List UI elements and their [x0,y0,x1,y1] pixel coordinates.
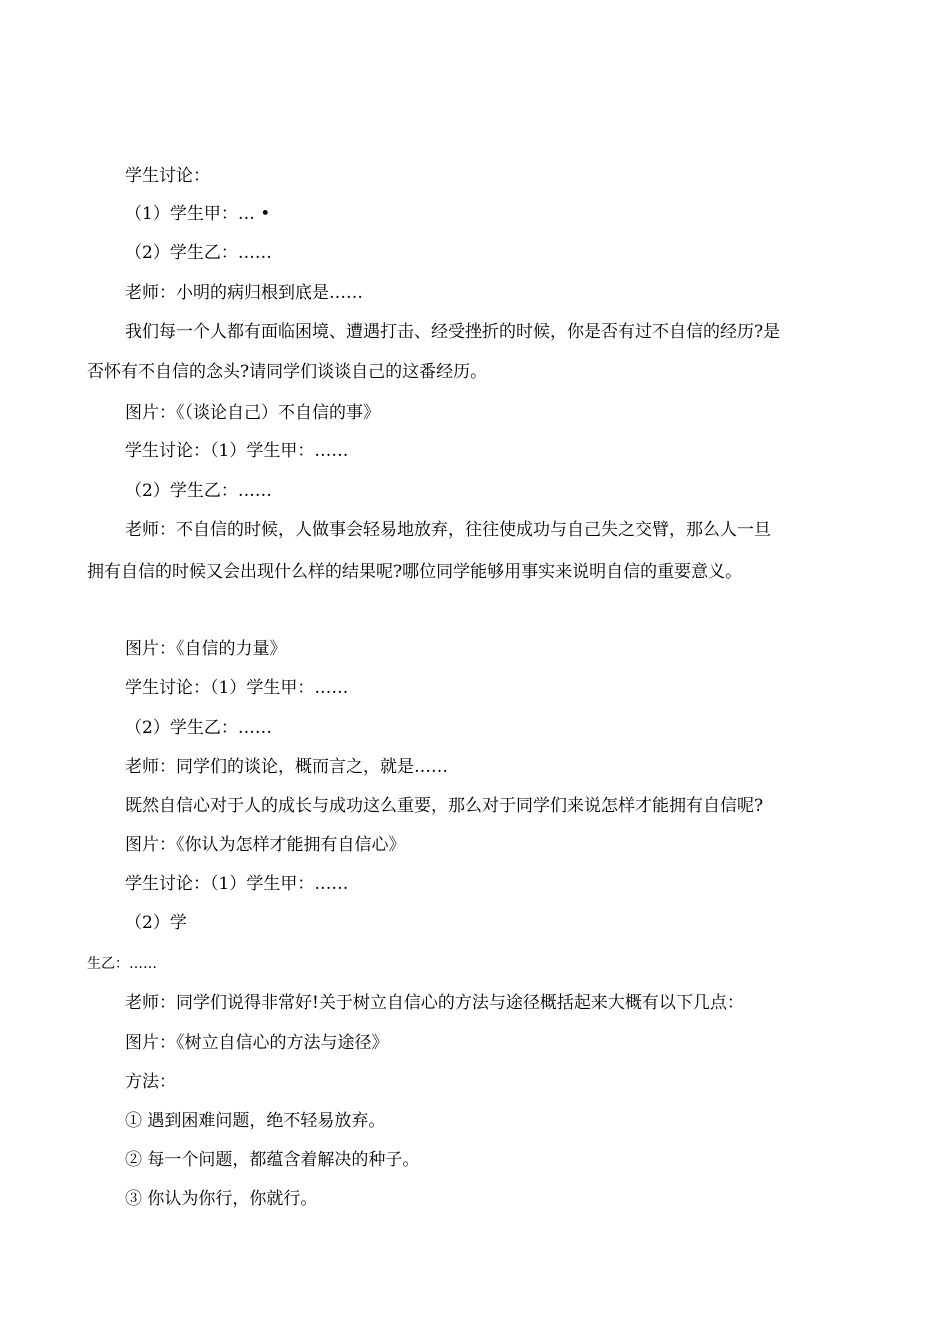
paragraph-line: 老师：小明的病归根到底是…… [125,283,363,303]
paragraph-line: （2）学生乙：…… [125,243,272,263]
paragraph-line: （2）学生乙：…… [125,481,272,501]
paragraph-line: 方法： [125,1072,176,1092]
list-item: ① 遇到困难问题，绝不轻易放弃。 [125,1111,386,1131]
paragraph-line: 学生讨论：（1）学生甲：…… [125,678,349,698]
paragraph-line: （2）学生乙：…… [125,718,272,738]
paragraph-line: 老师：不自信的时候，人做事会轻易地放弃，往往使成功与自己失之交臂，那么人一旦 [125,520,771,540]
paragraph-line: 图片：《自信的力量》 [125,639,287,659]
paragraph-line: 我们每一个人都有面临困境、遭遇打击、经受挫折的时候，你是否有过不自信的经历?是 [125,322,781,342]
list-item: ③ 你认为你行，你就行。 [125,1189,318,1209]
paragraph-line: 老师：同学们的谈论，概而言之，就是…… [125,757,448,777]
paragraph-line: 图片：《你认为怎样才能拥有自信心》 [125,835,406,855]
paragraph-line: 既然自信心对于人的成长与成功这么重要，那么对于同学们来说怎样才能拥有自信呢? [125,796,764,816]
paragraph-line: 否怀有不自信的念头?请同学们谈谈自己的这番经历。 [87,362,488,382]
paragraph-line: 学生讨论：（1）学生甲：…… [125,441,349,461]
paragraph-line: 图片：《（谈论自己）不自信的事》 [125,403,380,423]
paragraph-line: 图片：《树立自信心的方法与途径》 [125,1033,389,1053]
paragraph-line: （2）学 [125,913,187,933]
paragraph-line: （1）学生甲：… • [125,204,271,224]
paragraph-line: 老师：同学们说得非常好!关于树立自信心的方法与途径概括起来大概有以下几点： [125,993,744,1013]
list-item: ② 每一个问题，都蕴含着解决的种子。 [125,1150,420,1170]
paragraph-line: 学生讨论： [125,166,210,186]
paragraph-line: 生乙：…… [87,956,157,972]
paragraph-line: 学生讨论：（1）学生甲：…… [125,874,349,894]
paragraph-line: 拥有自信的时候又会出现什么样的结果呢?哪位同学能够用事实来说明自信的重要意义。 [87,562,743,582]
